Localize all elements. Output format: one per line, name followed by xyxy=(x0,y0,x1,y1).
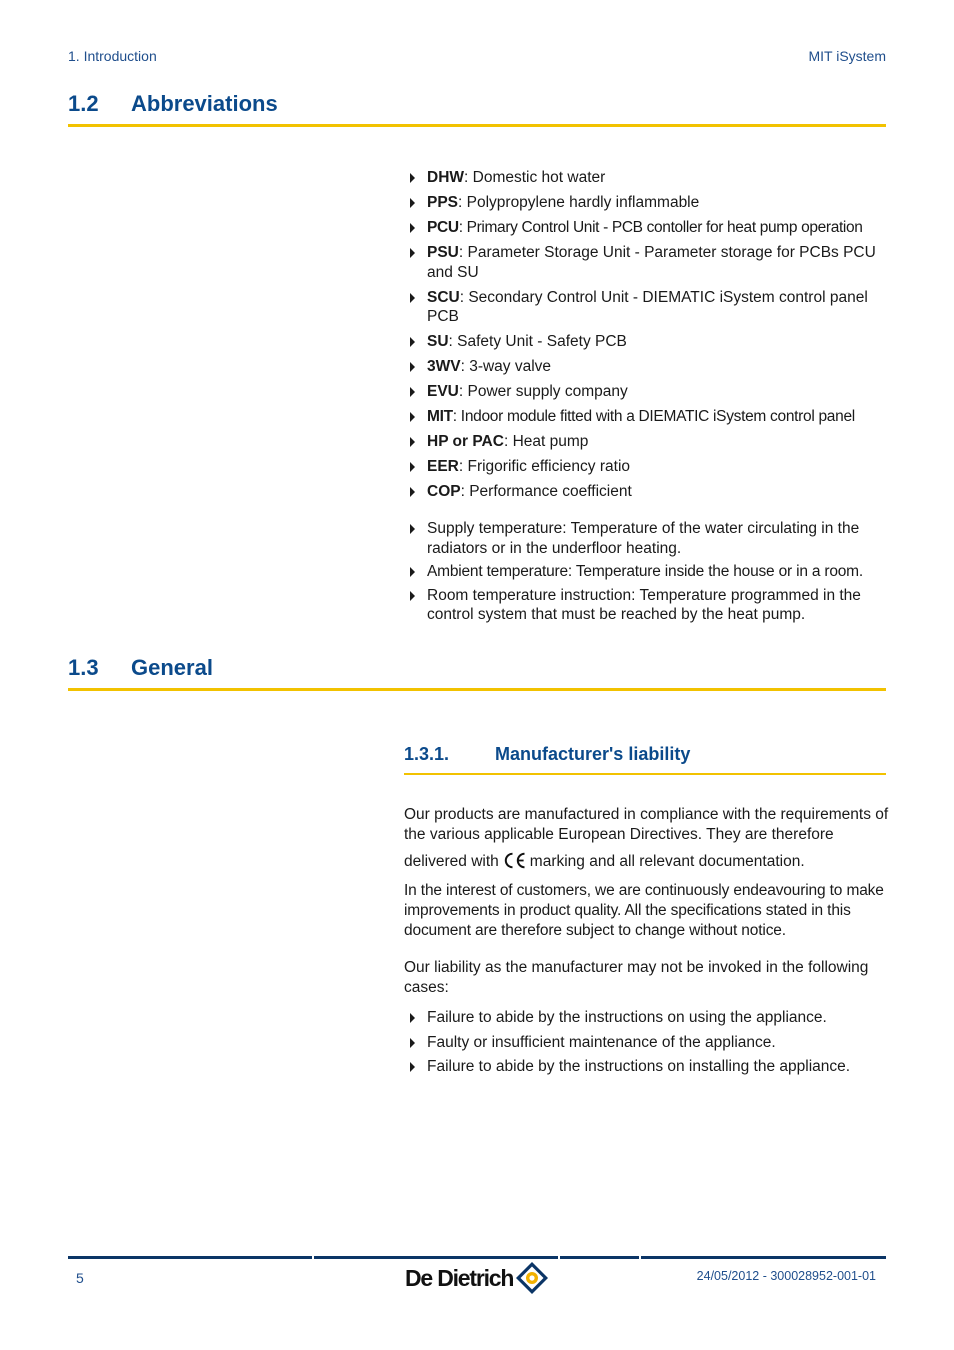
bullet-arrow-icon xyxy=(410,1062,415,1072)
list-item xyxy=(404,457,890,477)
bullet-arrow-icon xyxy=(410,387,415,397)
list-item xyxy=(404,1008,890,1028)
abbreviation-list xyxy=(404,168,890,502)
abbr-definition: : Safety Unit - Safety PCB xyxy=(448,333,627,350)
footer-rule xyxy=(68,1256,886,1259)
definition-text: Supply temperature: Temperature of the water circulating in the radiators or in the underfloor heating. xyxy=(427,520,860,557)
abbr-definition: : Primary Control Unit - PCB contoller for heat pump operation xyxy=(458,219,863,236)
list-item xyxy=(404,332,890,352)
bullet-arrow-icon xyxy=(410,1013,415,1023)
ce-text-before: delivered with xyxy=(404,853,499,870)
liability-paragraph-1: Our products are manufactured in compliance with the requirements of the various applicable European Directives. They are therefore xyxy=(404,806,889,843)
section-number: 1.3 xyxy=(68,655,99,680)
section-number: 1.2 xyxy=(68,91,99,116)
list-item xyxy=(404,519,890,558)
bullet-arrow-icon xyxy=(410,412,415,422)
abbr-term: EVU xyxy=(427,383,459,400)
liability-paragraph-4: Our liability as the manufacturer may not be invoked in the following cases: xyxy=(404,959,869,996)
section-title: General xyxy=(131,655,213,680)
abbr-definition: : Heat pump xyxy=(503,433,589,450)
abbr-definition: : Domestic hot water xyxy=(464,169,606,186)
abbr-definition: : Parameter Storage Unit - Parameter storage for PCBs PCU and SU xyxy=(427,244,876,281)
bullet-arrow-icon xyxy=(410,362,415,372)
brand-name: De Dietrich xyxy=(405,1264,514,1291)
liability-paragraph-2 xyxy=(404,852,890,872)
ce-text-after: marking and all relevant documentation. xyxy=(529,853,805,870)
brand-logo xyxy=(405,1261,549,1295)
bullet-arrow-icon xyxy=(410,173,415,183)
abbr-term: MIT xyxy=(427,408,453,425)
diamond-logo-icon xyxy=(515,1261,549,1295)
abbr-definition: : Polypropylene hardly inflammable xyxy=(458,194,700,211)
case-text: Failure to abide by the instructions on installing the appliance. xyxy=(427,1058,851,1075)
bullet-arrow-icon xyxy=(410,487,415,497)
definition-list xyxy=(404,519,890,625)
abbr-term: COP xyxy=(427,483,461,500)
subsection-liability-heading xyxy=(404,744,886,775)
ce-mark-icon xyxy=(503,852,527,869)
bullet-arrow-icon xyxy=(410,223,415,233)
definition-text: Room temperature instruction: Temperature programmed in the control system that must be reached by the heat pump. xyxy=(427,586,861,623)
bullet-arrow-icon xyxy=(410,248,415,258)
list-item xyxy=(404,562,890,582)
list-item xyxy=(404,288,890,327)
abbr-term: SCU xyxy=(427,288,460,306)
section-title: Abbreviations xyxy=(131,91,278,116)
section-general-heading xyxy=(68,655,886,691)
abbr-definition: : Indoor module fitted with a DIEMATIC iSystem control panel xyxy=(452,408,855,425)
bullet-arrow-icon xyxy=(410,567,415,577)
bullet-arrow-icon xyxy=(410,293,415,303)
header-chapter: 1. Introduction xyxy=(68,48,157,64)
list-item xyxy=(404,218,890,238)
abbr-term: EER xyxy=(427,458,459,475)
liability-paragraph-3: In the interest of customers, we are continuously endeavouring to make improvements in product quality. All the specifications stated in this document are therefore subject to change without notice. xyxy=(404,882,884,939)
list-item xyxy=(404,586,890,625)
abbr-term: DHW xyxy=(427,169,465,186)
subsection-number: 1.3.1. xyxy=(404,744,450,764)
subsection-title: Manufacturer's liability xyxy=(495,744,691,764)
abbr-definition: : Frigorific efficiency ratio xyxy=(458,458,631,475)
header-product: MIT iSystem xyxy=(808,48,886,64)
case-text: Failure to abide by the instructions on using the appliance. xyxy=(427,1009,827,1026)
abbr-definition: : Performance coefficient xyxy=(460,483,632,500)
list-item xyxy=(404,168,890,188)
abbr-term: PPS xyxy=(427,194,459,211)
bullet-arrow-icon xyxy=(410,591,415,601)
list-item xyxy=(404,243,890,282)
list-item xyxy=(404,382,890,402)
bullet-arrow-icon xyxy=(410,462,415,472)
list-item xyxy=(404,407,890,427)
abbr-term: 3WV xyxy=(427,358,461,375)
abbr-term: SU xyxy=(427,333,449,350)
bullet-arrow-icon xyxy=(410,437,415,447)
bullet-arrow-icon xyxy=(410,1038,415,1048)
abbr-definition: : Secondary Control Unit - DIEMATIC iSystem control panel PCB xyxy=(427,288,868,325)
bullet-arrow-icon xyxy=(410,198,415,208)
page-number: 5 xyxy=(76,1270,84,1286)
bullet-arrow-icon xyxy=(410,524,415,534)
abbr-term: PCU xyxy=(427,219,459,236)
list-item xyxy=(404,1057,890,1077)
abbr-term: HP or PAC xyxy=(427,433,504,450)
abbr-definition: : Power supply company xyxy=(458,383,628,400)
abbr-term: PSU xyxy=(427,244,459,261)
document-reference: 24/05/2012 - 300028952-001-01 xyxy=(696,1269,876,1283)
liability-cases-list xyxy=(404,1008,890,1077)
list-item xyxy=(404,432,890,452)
list-item xyxy=(404,482,890,502)
section-abbreviations-heading xyxy=(68,91,886,127)
bullet-arrow-icon xyxy=(410,337,415,347)
list-item xyxy=(404,357,890,377)
list-item xyxy=(404,1033,890,1053)
case-text: Faulty or insufficient maintenance of the appliance. xyxy=(427,1033,776,1051)
definition-text: Ambient temperature: Temperature inside the house or in a room. xyxy=(427,563,863,580)
abbr-definition: : 3-way valve xyxy=(460,358,552,375)
list-item xyxy=(404,193,890,213)
